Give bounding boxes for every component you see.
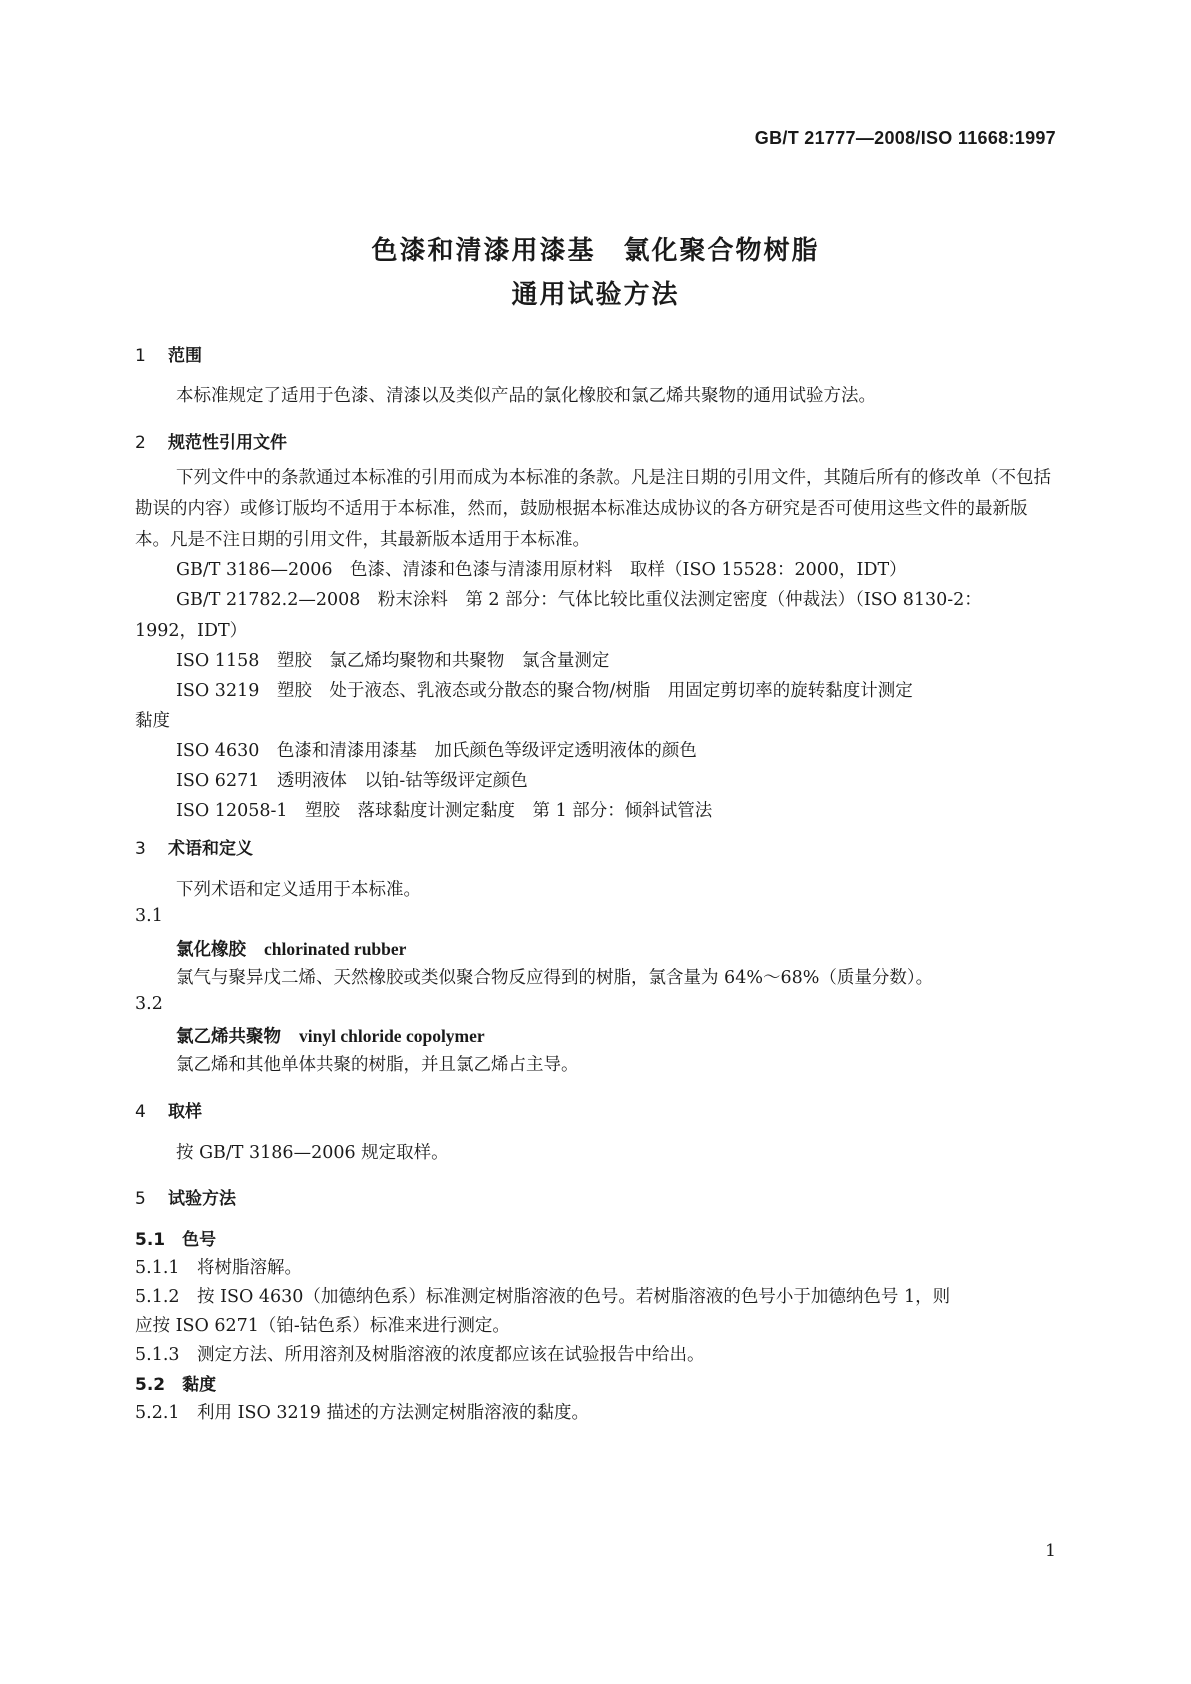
section-4-heading [135,1097,202,1122]
term-number: 3.1 [135,906,163,926]
term-number: 3.2 [135,994,163,1014]
section-title: 术语和定义 [168,839,253,859]
section-3-intro: 下列术语和定义适用于本标准。 [176,880,421,900]
section-title: 范围 [168,346,202,366]
section-number: 5 [135,1189,146,1209]
document-title-line1: 色漆和清漆用漆基 氯化聚合物树脂 [371,236,820,266]
section-title: 规范性引用文件 [168,433,287,453]
document-title-line2: 通用试验方法 [511,280,680,310]
section-3-heading [135,834,253,859]
subsection-5-1-heading: 5.1 色号 [135,1230,217,1250]
clause-5-1-2: 5.1.2 按 ISO 4630（加德纳色系）标准测定树脂溶液的色号。若树脂溶液的色号小于加德纳色号 1，则 [135,1287,951,1307]
section-2-intro: 下列文件中的条款通过本标准的引用而成为本标准的条款。凡是注日期的引用文件，其随后所有的修改单（不包括勘误的内容）或修订版均不适用于本标准，然而，鼓励根据本标准达成协议的各方研究是否可使用这些文件的最新版本。凡是不注日期的引用文件，其最新版本适用于本标准。 [135,468,1051,550]
term-english: vinyl chloride copolymer [299,1026,485,1046]
section-title: 取样 [168,1102,202,1122]
reference-item-continued: 黏度 [135,711,170,731]
term-chinese: 氯乙烯共聚物 [176,1027,281,1047]
term-english: chlorinated rubber [264,939,407,959]
reference-item: ISO 6271 透明液体 以铂-钴等级评定颜色 [176,771,528,791]
clause-5-2-1: 5.2.1 利用 ISO 3219 描述的方法测定树脂溶液的黏度。 [135,1403,589,1423]
term-1-definition: 氯气与聚异戊二烯、天然橡胶或类似聚合物反应得到的树脂，氯含量为 64%～68%（质量分数）。 [176,968,934,988]
section-2-heading [135,428,287,453]
term-chinese: 氯化橡胶 [176,940,246,960]
section-number: 4 [135,1102,146,1122]
section-5-heading [135,1184,236,1209]
term-2 [176,1023,485,1048]
section-number: 2 [135,433,146,453]
clause-5-1-1: 5.1.1 将树脂溶解。 [135,1258,303,1278]
reference-item: GB/T 21782.2—2008 粉末涂料 第 2 部分：气体比较比重仪法测定密度（仲裁法）（ISO 8130-2： [176,590,982,610]
section-title: 试验方法 [168,1189,236,1209]
standard-number: GB/T 21777—2008/ISO 11668:1997 [754,128,1056,148]
reference-item: ISO 3219 塑胶 处于液态、乳液态或分散态的聚合物/树脂 用固定剪切率的旋转黏度计测定 [176,681,913,701]
section-number: 1 [135,346,146,366]
section-1-heading [135,341,202,366]
reference-item: ISO 12058-1 塑胶 落球黏度计测定黏度 第 1 部分：倾斜试管法 [176,801,713,821]
subsection-5-2-heading: 5.2 黏度 [135,1375,217,1395]
clause-5-1-3: 5.1.3 测定方法、所用溶剂及树脂溶液的浓度都应该在试验报告中给出。 [135,1345,705,1365]
section-number: 3 [135,839,146,859]
reference-item: ISO 4630 色漆和清漆用漆基 加氏颜色等级评定透明液体的颜色 [176,741,697,761]
reference-item: ISO 1158 塑胶 氯乙烯均聚物和共聚物 氯含量测定 [176,651,610,671]
reference-item: GB/T 3186—2006 色漆、清漆和色漆与清漆用原材料 取样（ISO 15528：2000，IDT） [176,560,907,580]
term-1 [176,936,406,961]
page-number: 1 [1045,1541,1056,1561]
reference-item-continued: 1992，IDT） [135,621,248,641]
section-4-text: 按 GB/T 3186—2006 规定取样。 [176,1143,449,1163]
clause-5-1-2-continued: 应按 ISO 6271（铂-钴色系）标准来进行测定。 [135,1316,510,1336]
section-1-text: 本标准规定了适用于色漆、清漆以及类似产品的氯化橡胶和氯乙烯共聚物的通用试验方法。 [176,386,876,406]
term-2-definition: 氯乙烯和其他单体共聚的树脂，并且氯乙烯占主导。 [176,1055,579,1075]
